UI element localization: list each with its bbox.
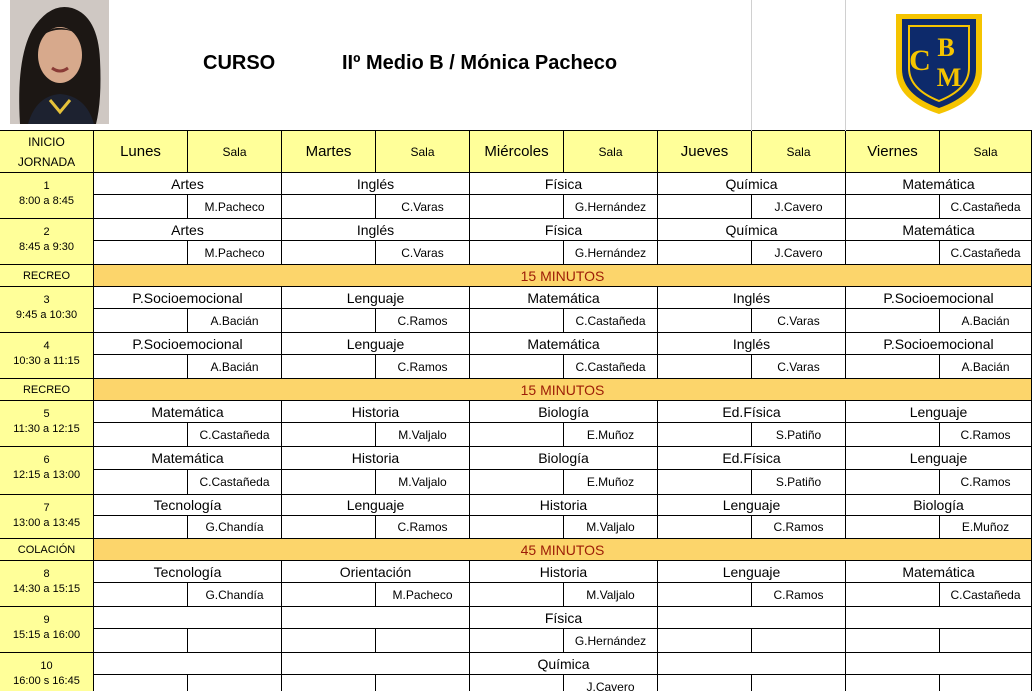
course-title: IIº Medio B / Mónica Pacheco <box>342 52 618 74</box>
period-cell <box>0 653 94 691</box>
empty-cell <box>846 355 940 379</box>
sala-header: Sala <box>376 131 470 173</box>
empty-cell <box>846 675 940 691</box>
empty-cell <box>846 470 940 495</box>
logo-letter-m: M <box>936 63 962 92</box>
subject-cell: Tecnología <box>94 561 282 583</box>
subject-cell: Matemática <box>94 401 282 423</box>
subject-cell: Lenguaje <box>658 561 846 583</box>
subject-cell: Inglés <box>282 219 470 241</box>
period-number: 5 <box>43 408 50 420</box>
empty-cell <box>282 516 376 539</box>
empty-cell <box>282 195 376 219</box>
empty-cell <box>94 241 188 265</box>
teacher-cell: C.Varas <box>752 309 846 333</box>
day-header-1: Lunes <box>94 131 188 173</box>
break-label: RECREO <box>0 379 94 401</box>
empty-cell <box>658 355 752 379</box>
day-header-5: Viernes <box>846 131 940 173</box>
break-duration: 15 MINUTOS <box>94 265 1032 287</box>
empty-cell <box>94 309 188 333</box>
empty-cell <box>658 470 752 495</box>
empty-cell <box>658 241 752 265</box>
empty-cell <box>94 675 188 691</box>
teacher-cell: M.Pacheco <box>376 583 470 607</box>
empty-cell <box>282 241 376 265</box>
teacher-cell: C.Castañeda <box>940 241 1032 265</box>
teacher-cell <box>188 675 282 691</box>
empty-cell <box>470 355 564 379</box>
sala-header: Sala <box>564 131 658 173</box>
subject-cell: Historia <box>470 495 658 516</box>
subject-cell: Lenguaje <box>282 287 470 309</box>
subject-cell: Ed.Física <box>658 447 846 470</box>
teacher-cell: A.Bacián <box>940 355 1032 379</box>
empty-cell <box>470 516 564 539</box>
teacher-cell: G.Hernández <box>564 195 658 219</box>
period-cell <box>0 495 94 539</box>
period-number: 6 <box>43 454 50 466</box>
empty-cell <box>470 195 564 219</box>
break-label: RECREO <box>0 265 94 287</box>
period-cell <box>0 607 94 653</box>
empty-cell <box>846 241 940 265</box>
empty-cell <box>846 516 940 539</box>
empty-cell <box>282 355 376 379</box>
period-cell <box>0 219 94 265</box>
teacher-photo <box>10 0 109 124</box>
teacher-cell: C.Castañeda <box>188 423 282 447</box>
teacher-cell: M.Valjalo <box>376 470 470 495</box>
teacher-cell: G.Hernández <box>564 241 658 265</box>
period-number: 10 <box>40 660 53 672</box>
subject-cell <box>846 653 1032 675</box>
empty-cell <box>94 470 188 495</box>
subject-cell: P.Socioemocional <box>94 287 282 309</box>
subject-cell: Matemática <box>846 561 1032 583</box>
empty-cell <box>282 629 376 653</box>
subject-cell: Biología <box>470 447 658 470</box>
empty-cell <box>470 423 564 447</box>
empty-cell <box>470 241 564 265</box>
teacher-cell: C.Ramos <box>940 470 1032 495</box>
teacher-cell <box>940 629 1032 653</box>
subject-cell: P.Socioemocional <box>94 333 282 355</box>
empty-cell <box>94 629 188 653</box>
teacher-cell: E.Muñoz <box>564 470 658 495</box>
logo-motto: COLEGIO RAÍO MOLLE <box>908 20 970 26</box>
subject-cell: Física <box>470 607 658 629</box>
teacher-cell <box>752 629 846 653</box>
teacher-cell: C.Castañeda <box>564 309 658 333</box>
empty-cell <box>658 629 752 653</box>
subject-cell: Física <box>470 219 658 241</box>
subject-cell: Artes <box>94 173 282 195</box>
subject-cell <box>846 607 1032 629</box>
empty-cell <box>470 675 564 691</box>
period-time: 9:45 a 10:30 <box>15 309 78 321</box>
period-number: 9 <box>43 614 50 626</box>
empty-cell <box>846 309 940 333</box>
teacher-cell: C.Ramos <box>376 309 470 333</box>
empty-cell <box>846 583 940 607</box>
period-number: 3 <box>43 294 50 306</box>
sala-header: Sala <box>188 131 282 173</box>
subject-cell: Historia <box>470 561 658 583</box>
empty-cell <box>846 629 940 653</box>
empty-cell <box>94 583 188 607</box>
teacher-cell: C.Ramos <box>940 423 1032 447</box>
subject-cell: Artes <box>94 219 282 241</box>
teacher-cell: C.Ramos <box>752 583 846 607</box>
teacher-cell: M.Valjalo <box>564 583 658 607</box>
subject-cell: P.Socioemocional <box>846 287 1032 309</box>
period-cell <box>0 333 94 379</box>
teacher-cell: M.Valjalo <box>376 423 470 447</box>
subject-cell <box>94 653 282 675</box>
header-divider <box>845 0 846 131</box>
break-duration: 45 MINUTOS <box>94 539 1032 561</box>
day-header-3: Miércoles <box>470 131 564 173</box>
period-time: 8:45 a 9:30 <box>18 241 75 253</box>
logo-letter-c: C <box>909 44 931 77</box>
period-number: 8 <box>43 568 50 580</box>
empty-cell <box>658 309 752 333</box>
teacher-cell <box>940 675 1032 691</box>
empty-cell <box>94 516 188 539</box>
teacher-cell <box>376 675 470 691</box>
subject-cell: Matemática <box>470 287 658 309</box>
teacher-cell: M.Pacheco <box>188 241 282 265</box>
period-time: 11:30 a 12:15 <box>13 423 80 435</box>
teacher-cell: J.Cavero <box>564 675 658 691</box>
period-number: 2 <box>43 226 50 238</box>
sala-header: Sala <box>940 131 1032 173</box>
teacher-cell: S.Patiño <box>752 423 846 447</box>
subject-cell: Matemática <box>846 219 1032 241</box>
teacher-cell: C.Varas <box>376 195 470 219</box>
empty-cell <box>282 309 376 333</box>
subject-cell: Historia <box>282 401 470 423</box>
empty-cell <box>470 583 564 607</box>
empty-cell <box>470 309 564 333</box>
period-time: 12:15 a 13:00 <box>12 469 81 481</box>
teacher-cell: J.Cavero <box>752 241 846 265</box>
teacher-cell: G.Chandía <box>188 516 282 539</box>
empty-cell <box>658 675 752 691</box>
subject-cell: Química <box>470 653 658 675</box>
subject-cell: Química <box>658 219 846 241</box>
teacher-cell: A.Bacián <box>188 355 282 379</box>
teacher-cell: E.Muñoz <box>940 516 1032 539</box>
empty-cell <box>282 470 376 495</box>
period-cell <box>0 447 94 495</box>
empty-cell <box>470 470 564 495</box>
subject-cell: Matemática <box>470 333 658 355</box>
day-header-2: Martes <box>282 131 376 173</box>
subject-cell <box>282 653 470 675</box>
subject-cell: Lenguaje <box>282 333 470 355</box>
teacher-cell: C.Castañeda <box>940 195 1032 219</box>
period-time: 15:15 a 16:00 <box>12 629 81 641</box>
teacher-cell: G.Hernández <box>564 629 658 653</box>
teacher-cell: C.Castañeda <box>940 583 1032 607</box>
teacher-cell: A.Bacián <box>940 309 1032 333</box>
teacher-cell <box>752 675 846 691</box>
empty-cell <box>282 583 376 607</box>
teacher-cell: C.Castañeda <box>564 355 658 379</box>
period-time: 10:30 a 11:15 <box>13 355 80 367</box>
logo-letter-b: B <box>937 33 955 62</box>
subject-cell: Lenguaje <box>282 495 470 516</box>
empty-cell <box>846 423 940 447</box>
period-time: 13:00 a 13:45 <box>12 517 81 529</box>
subject-cell: Inglés <box>282 173 470 195</box>
school-logo <box>892 8 986 116</box>
empty-cell <box>658 195 752 219</box>
subject-cell: P.Socioemocional <box>846 333 1032 355</box>
subject-cell: Ed.Física <box>658 401 846 423</box>
subject-cell <box>658 607 846 629</box>
subject-cell: Tecnología <box>94 495 282 516</box>
teacher-cell: E.Muñoz <box>564 423 658 447</box>
subject-cell: Física <box>470 173 658 195</box>
break-label: COLACIÓN <box>0 539 94 561</box>
teacher-cell: J.Cavero <box>752 195 846 219</box>
curso-label: CURSO <box>203 52 276 74</box>
empty-cell <box>658 583 752 607</box>
subject-cell: Biología <box>846 495 1032 516</box>
period-cell <box>0 287 94 333</box>
teacher-cell: C.Castañeda <box>188 470 282 495</box>
break-duration: 15 MINUTOS <box>94 379 1032 401</box>
period-time: 8:00 a 8:45 <box>18 195 75 207</box>
teacher-cell: M.Pacheco <box>188 195 282 219</box>
teacher-cell: C.Ramos <box>376 355 470 379</box>
subject-cell: Matemática <box>846 173 1032 195</box>
subject-cell: Lenguaje <box>846 447 1032 470</box>
teacher-cell: A.Bacián <box>188 309 282 333</box>
teacher-cell: C.Varas <box>376 241 470 265</box>
subject-cell <box>94 607 282 629</box>
schedule-header <box>0 0 1032 131</box>
subject-cell: Química <box>658 173 846 195</box>
period-time: 14:30 a 15:15 <box>12 583 81 595</box>
day-header-4: Jueves <box>658 131 752 173</box>
subject-cell: Inglés <box>658 333 846 355</box>
sala-header: Sala <box>752 131 846 173</box>
subject-cell <box>282 607 470 629</box>
empty-cell <box>94 195 188 219</box>
period-number: 7 <box>43 502 50 514</box>
empty-cell <box>94 355 188 379</box>
subject-cell: Lenguaje <box>658 495 846 516</box>
header-divider <box>751 0 752 131</box>
teacher-cell: S.Patiño <box>752 470 846 495</box>
empty-cell <box>94 423 188 447</box>
period-time: 16:00 s 16:45 <box>13 675 80 687</box>
teacher-cell <box>188 629 282 653</box>
subject-cell: Orientación <box>282 561 470 583</box>
period-cell <box>0 561 94 607</box>
teacher-cell: C.Ramos <box>376 516 470 539</box>
period-cell <box>0 173 94 219</box>
empty-cell <box>282 423 376 447</box>
period-number: 4 <box>43 340 50 352</box>
empty-cell <box>282 675 376 691</box>
subject-cell: Historia <box>282 447 470 470</box>
inicio-jornada-header: INICIO JORNADA <box>0 131 94 173</box>
empty-cell <box>658 516 752 539</box>
teacher-cell: M.Valjalo <box>564 516 658 539</box>
empty-cell <box>846 195 940 219</box>
teacher-cell: C.Varas <box>752 355 846 379</box>
subject-cell: Lenguaje <box>846 401 1032 423</box>
teacher-cell: C.Ramos <box>752 516 846 539</box>
subject-cell: Inglés <box>658 287 846 309</box>
teacher-cell <box>376 629 470 653</box>
empty-cell <box>470 629 564 653</box>
period-number: 1 <box>43 180 50 192</box>
empty-cell <box>658 423 752 447</box>
teacher-cell: G.Chandía <box>188 583 282 607</box>
subject-cell: Biología <box>470 401 658 423</box>
subject-cell: Matemática <box>94 447 282 470</box>
subject-cell <box>658 653 846 675</box>
period-cell <box>0 401 94 447</box>
